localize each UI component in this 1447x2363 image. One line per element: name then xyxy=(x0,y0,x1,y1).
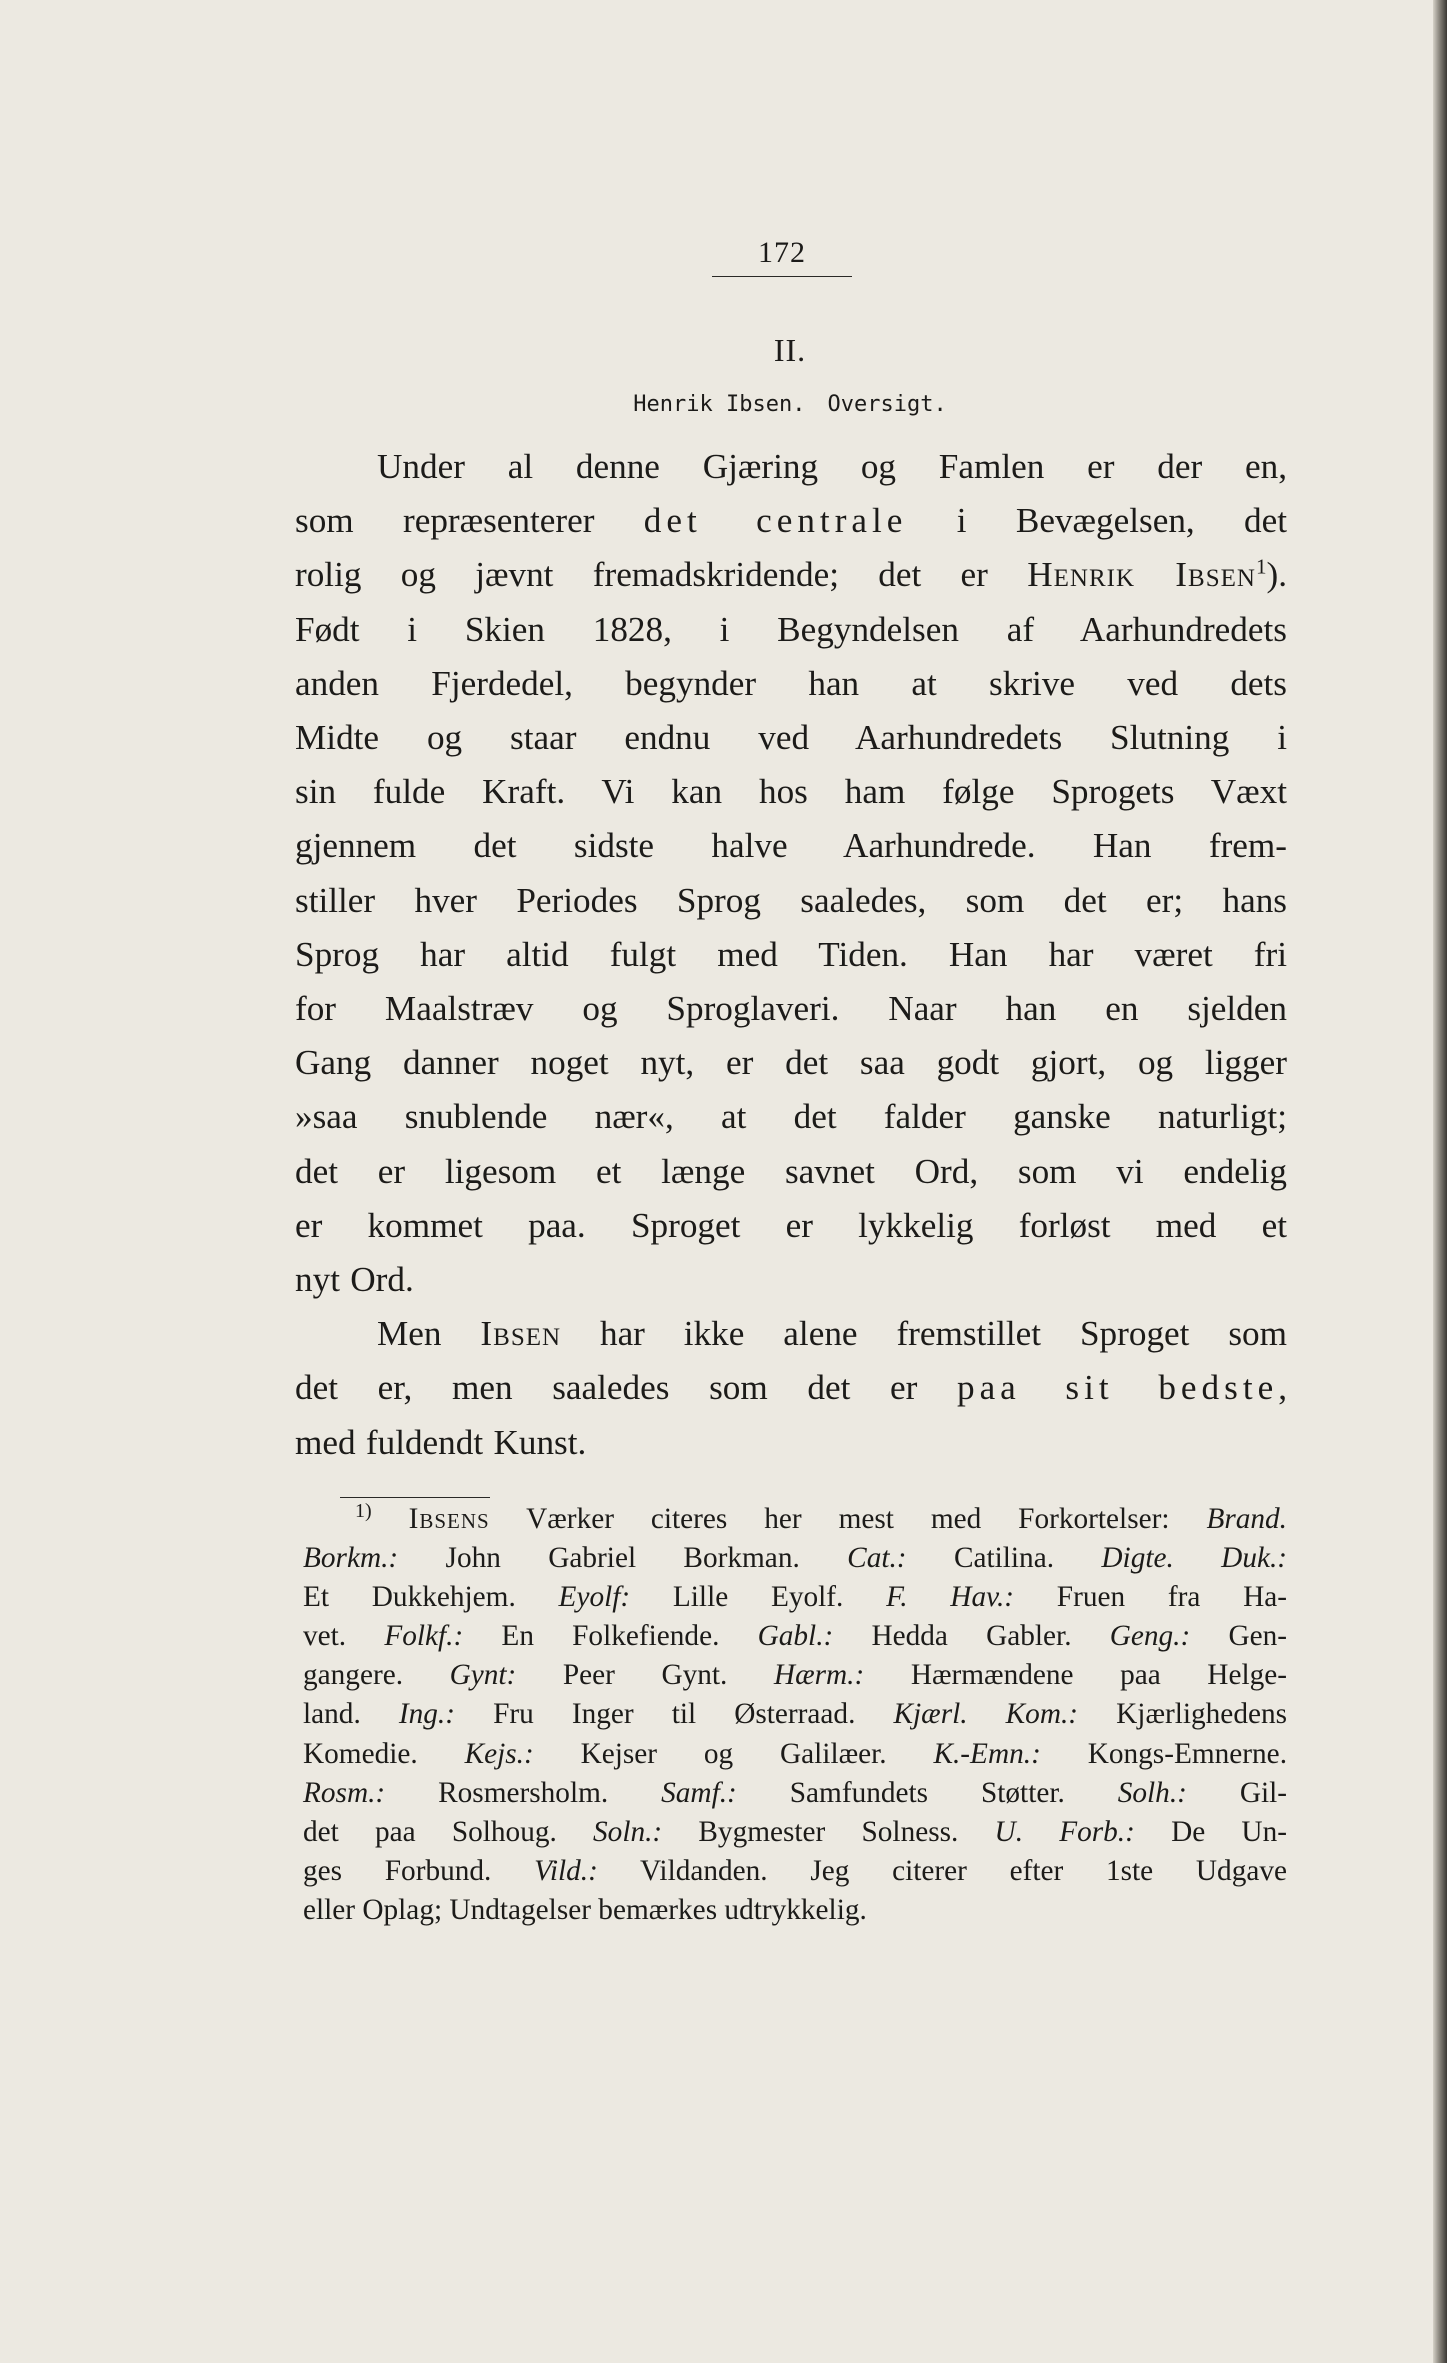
body-paragraphs xyxy=(295,440,1287,1470)
section-heading: II. xyxy=(773,332,807,368)
footnote-marker: 1) xyxy=(355,1500,372,1523)
body-line: Gang danner noget nyt, er det saa godt gjort, og ligger xyxy=(295,1043,1287,1083)
body-line: stiller hver Periodes Sprog saaledes, som det er; hans xyxy=(295,880,1287,920)
body-line: Midte og staar endnu ved Aarhundredets Slutning i xyxy=(295,718,1287,758)
footnote-line: gangere. Gynt: Peer Gynt. Hærm.: Hærmændene paa Helge- xyxy=(303,1659,1287,1692)
emphasis-text: det centrale xyxy=(643,501,908,541)
footnote xyxy=(303,1500,1287,1930)
footnote-line: Et Dukkehjem. Eyolf: Lille Eyolf. F. Hav.: Fruen fra Ha- xyxy=(303,1581,1288,1614)
footnote-line: land. Ing.: Fru Inger til Østerraad. Kjærl. Kom.: Kjærlighedens xyxy=(303,1698,1288,1731)
body-line: nyt Ord. xyxy=(295,1260,414,1300)
author-name: Ibsen xyxy=(480,1314,562,1354)
author-name: Henrik Ibsen xyxy=(1027,555,1256,595)
emphasis-text: paa sit bedste xyxy=(956,1368,1279,1408)
footnote-divider xyxy=(340,1497,490,1498)
body-line: rolig og jævnt fremadskridende; det er Henrik Ibsen$^1$). xyxy=(295,554,1288,595)
body-line: det er ligesom et længe savnet Ord, som vi endelig xyxy=(295,1151,1287,1191)
body-line: anden Fjerdedel, begynder han at skrive ved dets xyxy=(295,663,1287,703)
body-line: er kommet paa. Sproget er lykkelig forløst med et xyxy=(295,1205,1287,1245)
subtitle-topic: Oversigt. xyxy=(827,392,947,417)
footnote-line: Komedie. Kejs.: Kejser og Galilæer. K.-Emn.: Kongs-Emnerne. xyxy=(303,1737,1288,1770)
footnote-line: Rosm.: Rosmersholm. Samf.: Samfundets Støtter. Solh.: Gil- xyxy=(303,1776,1288,1809)
page-number: 172 xyxy=(712,236,852,277)
body-line: som repræsenterer det centrale i Bevægelsen, det xyxy=(295,501,1288,541)
body-line: Født i Skien 1828, i Begyndelsen af Aarhundredets xyxy=(295,609,1287,649)
subtitle-author: Henrik Ibsen. xyxy=(633,392,806,417)
body-line: gjennem det sidste halve Aarhundrede. Han frem- xyxy=(295,826,1287,866)
body-line: sin fulde Kraft. Vi kan hos ham følge Sprogets Væxt xyxy=(295,772,1287,812)
footnote-line: det paa Solhoug. Soln.: Bygmester Solness. U. Forb.: De Un- xyxy=(303,1815,1287,1848)
running-subtitle xyxy=(0,392,1447,417)
footnote-line: Borkm.: John Gabriel Borkman. Cat.: Catilina. Digte. Duk.: xyxy=(303,1542,1288,1575)
body-line: »saa snublende nær«, at det falder ganske naturligt; xyxy=(295,1097,1287,1137)
footnote-reference: 1 xyxy=(1255,554,1267,579)
footnote-line: eller Oplag; Undtagelser bemærkes udtrykkelig. xyxy=(303,1893,867,1926)
body-line: det er, men saaledes som det er paa sit bedste, xyxy=(295,1368,1288,1408)
footnote-line: $^{1)}$ Ibsens Værker citeres her mest med Forkortelser: Brand. xyxy=(355,1500,1288,1535)
footnote-line: vet. Folkf.: En Folkefiende. Gabl.: Hedda Gabler. Geng.: Gen- xyxy=(303,1620,1288,1653)
body-line: Sprog har altid fulgt med Tiden. Han har været fri xyxy=(295,934,1287,974)
body-line: Under al denne Gjæring og Famlen er der en, xyxy=(377,447,1287,486)
footnote-line: ges Forbund. Vild.: Vildanden. Jeg citerer efter 1ste Udgave xyxy=(303,1854,1288,1887)
body-line: for Maalstræv og Sproglaveri. Naar han en sjelden xyxy=(295,989,1287,1029)
body-line: Men Ibsen har ikke alene fremstillet Sproget som xyxy=(377,1314,1288,1354)
body-line: med fuldendt Kunst. xyxy=(295,1422,587,1462)
